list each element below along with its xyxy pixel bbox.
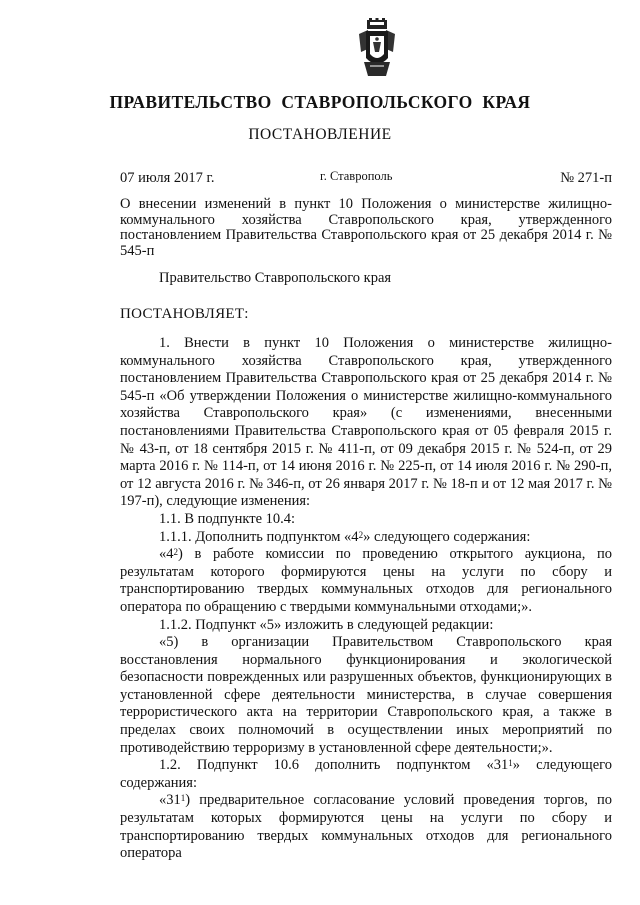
government-title: ПРАВИТЕЛЬСТВО СТАВРОПОЛЬСКОГО КРАЯ [109,92,531,112]
quoted-subparagraph-4-2 [120,546,612,616]
document-number: № 271-п [560,170,612,186]
paragraph-text: «31 [159,792,181,809]
paragraph-text: » следующего содержания: [120,757,612,791]
document-body [120,335,612,863]
paragraph-1-2 [120,757,612,792]
document-type: ПОСТАНОВЛЕНИЕ [248,126,392,143]
paragraph-text: ) в работе комиссии по проведению открытого аукциона, по результатам которого формируются цены на услуги по сбору и транспортированию твердых коммунальных отходов для регионального оператора по обращению с твердыми коммунальными отходами;». [120,546,612,615]
superscript: 1 [180,793,186,804]
paragraph-1-1: 1.1. В подпункте 10.4: [159,510,296,527]
paragraph-text: ) предварительное согласование условий проведения торгов, по результатам которых формируются цены на услуги по сбору и транспортированию твердых коммунальных отходов для регионального оператора [120,792,612,862]
issuing-body-line: Правительство Ставропольского края [159,270,392,286]
paragraph-text: » следующего содержания: [363,528,531,545]
paragraph-1-1-1 [120,529,612,547]
document-city: г. Ставрополь [320,169,393,183]
document-meta-line [120,170,612,188]
decree-word: ПОСТАНОВЛЯЕТ: [120,306,249,322]
paragraph-1-1-2: 1.1.2. Подпункт «5» изложить в следующей редакции: [159,616,494,633]
document-date: 07 июля 2017 г. [120,170,215,186]
superscript: 2 [358,529,364,540]
paragraph-text: 1.2. Подпункт 10.6 дополнить подпунктом «31 [159,757,509,774]
superscript: 1 [508,758,513,769]
quoted-subparagraph-31-1 [120,792,612,862]
document-subject: О внесении изменений в пункт 10 Положения о министерстве жилищно-коммунального хозяйства Ставропольского края, утвержденного постановлением Правительства Ставропольского края от 25 декабря 2014 г. № 545-п [120,196,612,259]
coat-of-arms-emblem [358,18,396,78]
superscript: 2 [173,547,178,558]
quoted-subparagraph-5: «5) в организации Правительством Ставропольского края восстановления нормального функционирования и экологической безопасности поврежденных или разрушенных объектов, функционирующих в установленной сфере деятельности министерства, в случае совершения террористического акта на территории Ставропольского края, а также в пределах своих полномочий в осуществлении иных мероприятий по противодействию терроризму в установленной сфере деятельности;». [120,634,612,756]
paragraph-text: 1.1.1. Дополнить подпунктом «4 [159,528,359,545]
paragraph-text: «4 [159,546,174,563]
paragraph-1: 1. Внести в пункт 10 Положения о министерстве жилищно-коммунального хозяйства Ставропольского края, утвержденного постановлением Правительства Ставропольского края от 25 декабря 2014 г. № 545-п «Об утверждении Положения о министерстве жилищно-коммунального хозяйства Ставропольского края» (с изменениями, внесенными постановлениями Правительства Ставропольского края от 05 февраля 2015 г. № 43-п, от 18 сентября 2015 г. № 411-п, от 09 декабря 2015 г. № 524-п, от 29 марта 2016 г. № 114-п, от 14 июня 2016 г. № 225-п, от 14 июля 2016 г. № 290-п, от 12 августа 2016 г. № 346-п, от 26 января 2017 г. № 18-п и от 12 мая 2017 г. № 197-п), следующие изменения: [120,335,612,510]
